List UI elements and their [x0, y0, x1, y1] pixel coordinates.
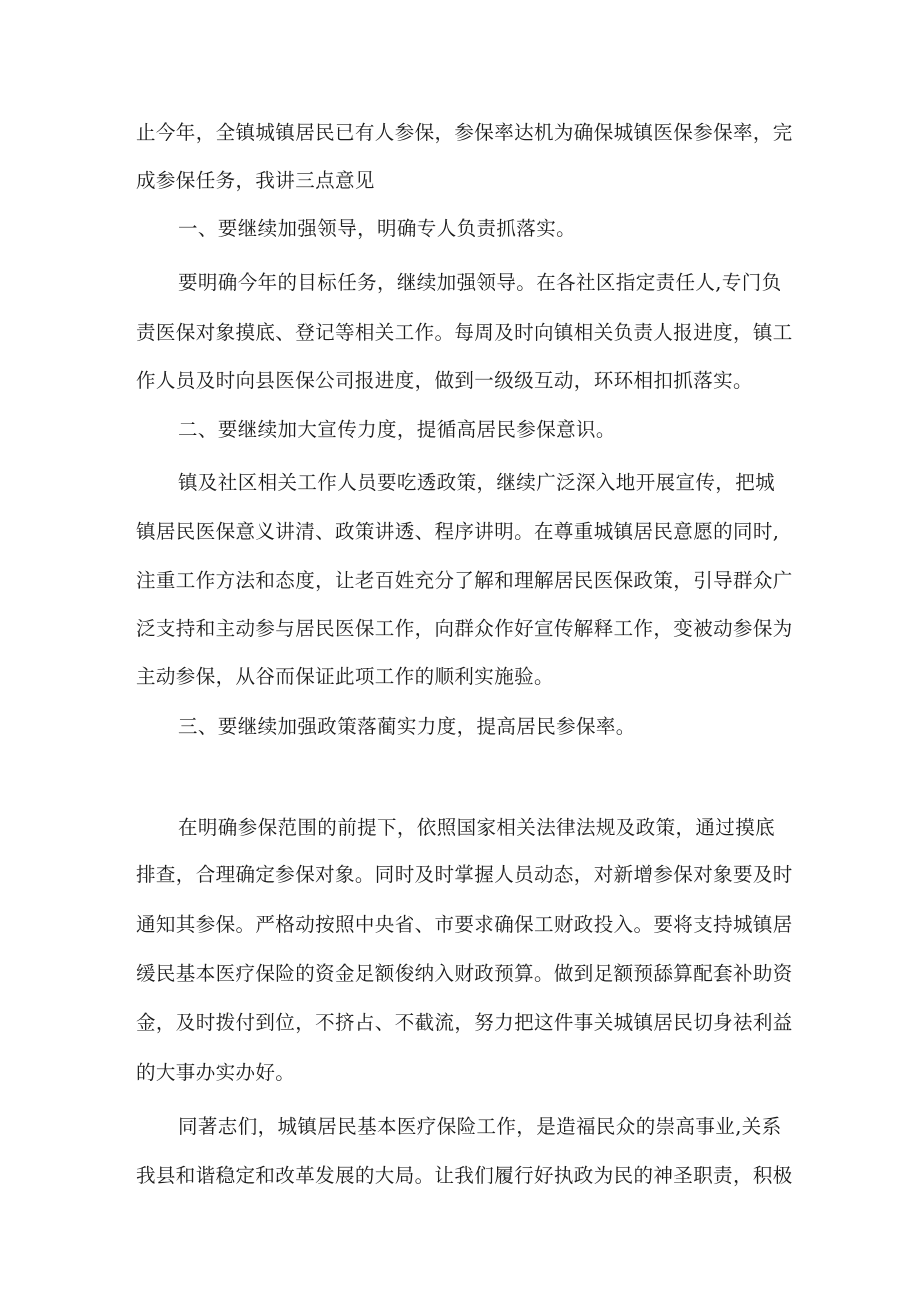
- text-line: 泛支持和主动参与居民医保工作，向群众作好宣传解释工作，变被动参保为: [136, 617, 793, 640]
- text-line: 止今年，全镇城镇居民已有人参保，参保率达机为确保城镇医保参保率，完: [136, 121, 793, 144]
- text-line: 成参保任务，我讲三点意见: [136, 169, 375, 192]
- text-line: 金，及时拨付到位，不挤占、不截流，努力把这件事关城镇居民切身祛利益: [136, 1011, 793, 1034]
- text-line: 缓民基本医疗保险的资金足额俊纳入财政预算。做到足额预舔算配套补助资: [136, 962, 793, 985]
- section-heading-1: 一、要继续加强领导，明确专人负责抓落实。: [178, 217, 577, 240]
- text-line: 排查，合理确定参保对象。同时及时掌握人员动态，对新增参保对象要及时: [136, 863, 793, 886]
- section-heading-2: 二、要继续加大宣传力度，提循高居民参保意识。: [178, 418, 616, 441]
- text-line: 责医保对象摸底、登记等相关工作。每周及时向镇相关负责人报进度，镇工: [136, 321, 793, 344]
- text-line: 镇居民医保意义讲清、政策讲透、程序讲明。在尊重城镇居民意愿的同时,: [136, 520, 780, 543]
- text-line: 注重工作方法和态度，让老百姓充分了解和理解居民医保政策，引导群众广: [136, 569, 793, 592]
- text-line: 在明确参保范围的前提下，依照国家相关法律法规及政策，通过摸底: [178, 816, 776, 839]
- text-line: 通知其参保。严格动按照中央省、市要求确保工财政投入。要将支持城镇居: [136, 913, 793, 936]
- text-line: 主动参保，从谷而保证此项工作的顺利实施验。: [136, 665, 554, 688]
- text-line: 镇及社区相关工作人员要吃透政策，继续广泛深入地开展宣传，把城: [178, 471, 776, 494]
- text-line: 同著志们，城镇居民基本医疗保险工作，是造福民众的崇高事业,关系: [178, 1115, 782, 1138]
- text-line: 我县和谐稳定和改革发展的大局。让我们履行好执政为民的神圣职责，积极: [136, 1164, 793, 1187]
- text-line: 的大事办实办好。: [136, 1061, 296, 1084]
- section-heading-3: 三、要继续加强政策落蔺实力度，提高居民参保率。: [178, 715, 636, 738]
- text-line: 作人员及时向县医保公司报进度，做到一级级互动，环环相扣抓落实。: [136, 369, 753, 392]
- text-line: 要明确今年的目标任务，继续加强领导。在各社区指定责任人,专门负: [178, 271, 782, 294]
